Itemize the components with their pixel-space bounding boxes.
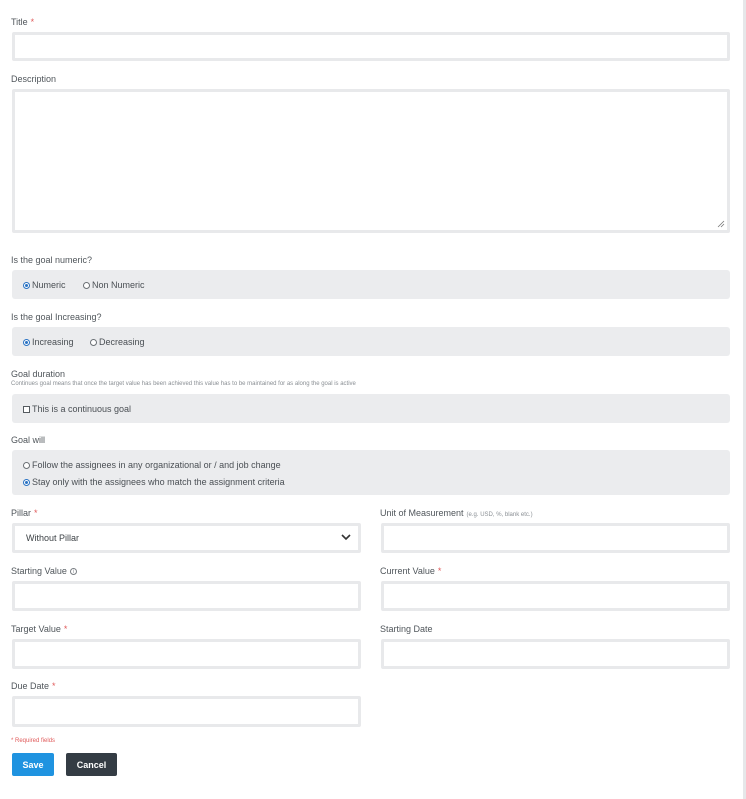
pillar-selected-value: Without Pillar (26, 533, 80, 543)
goal-will-label: Goal will (11, 435, 46, 445)
radio-selected-icon[interactable] (23, 339, 30, 346)
radio-numeric[interactable]: Numeric (23, 280, 66, 290)
unit-field-wrap (381, 523, 730, 553)
title-input[interactable] (15, 35, 727, 58)
starting-date-wrap (381, 639, 730, 669)
increasing-question-label: Is the goal Increasing? (11, 312, 102, 322)
starting-value-input[interactable] (15, 584, 358, 608)
radio-decreasing[interactable]: Decreasing (90, 337, 145, 347)
radio-follow-assignees[interactable]: Follow the assignees in any organizational or / and job change (23, 460, 281, 470)
pillar-label: Pillar * (11, 508, 38, 518)
goal-duration-label: Goal duration (11, 369, 66, 379)
starting-value-wrap (12, 581, 361, 611)
radio-unselected-icon[interactable] (83, 282, 90, 289)
starting-date-label: Starting Date (380, 624, 433, 634)
radio-selected-icon[interactable] (23, 282, 30, 289)
goal-duration-panel (12, 394, 730, 423)
radio-unselected-icon[interactable] (23, 462, 30, 469)
title-field-wrap (12, 32, 730, 61)
description-field-wrap (12, 89, 730, 233)
resize-grip-icon[interactable] (717, 220, 725, 228)
goal-duration-description: Continues goal means that once the target value has been achieved this value has to be maintained for as along the goal is active (11, 381, 356, 387)
info-icon[interactable]: i (70, 568, 77, 575)
description-label: Description (11, 74, 57, 84)
current-value-input[interactable] (384, 584, 727, 608)
due-date-input[interactable] (15, 699, 358, 724)
radio-stay-with-assignees[interactable]: Stay only with the assignees who match the assignment criteria (23, 477, 285, 487)
pillar-select[interactable] (12, 523, 361, 553)
unit-input[interactable] (384, 526, 727, 550)
goal-will-panel (12, 450, 730, 495)
target-value-wrap (12, 639, 361, 669)
starting-date-input[interactable] (384, 642, 727, 666)
current-value-label: Current Value * (380, 566, 442, 576)
increasing-options-panel (12, 327, 730, 356)
radio-selected-icon[interactable] (23, 479, 30, 486)
required-fields-note: * Required fields (11, 738, 56, 744)
cancel-button[interactable]: Cancel (66, 753, 117, 776)
radio-non-numeric[interactable]: Non Numeric (83, 280, 145, 290)
target-value-label: Target Value * (11, 624, 68, 634)
save-button[interactable]: Save (12, 753, 54, 776)
unit-label: Unit of Measurement (e.g. USD, %, blank etc.) (380, 508, 533, 518)
continuous-goal-checkbox[interactable]: This is a continuous goal (23, 404, 131, 414)
chevron-down-icon[interactable] (340, 533, 352, 541)
checkbox-icon[interactable] (23, 406, 30, 413)
numeric-question-label: Is the goal numeric? (11, 255, 93, 265)
due-date-label: Due Date * (11, 681, 56, 691)
due-date-wrap (12, 696, 361, 727)
title-label: Title * (11, 17, 35, 27)
radio-increasing[interactable]: Increasing (23, 337, 74, 347)
starting-value-label: Starting Value i (11, 566, 77, 576)
current-value-wrap (381, 581, 730, 611)
target-value-input[interactable] (15, 642, 358, 666)
numeric-options-panel (12, 270, 730, 299)
description-textarea[interactable] (15, 92, 727, 230)
radio-unselected-icon[interactable] (90, 339, 97, 346)
